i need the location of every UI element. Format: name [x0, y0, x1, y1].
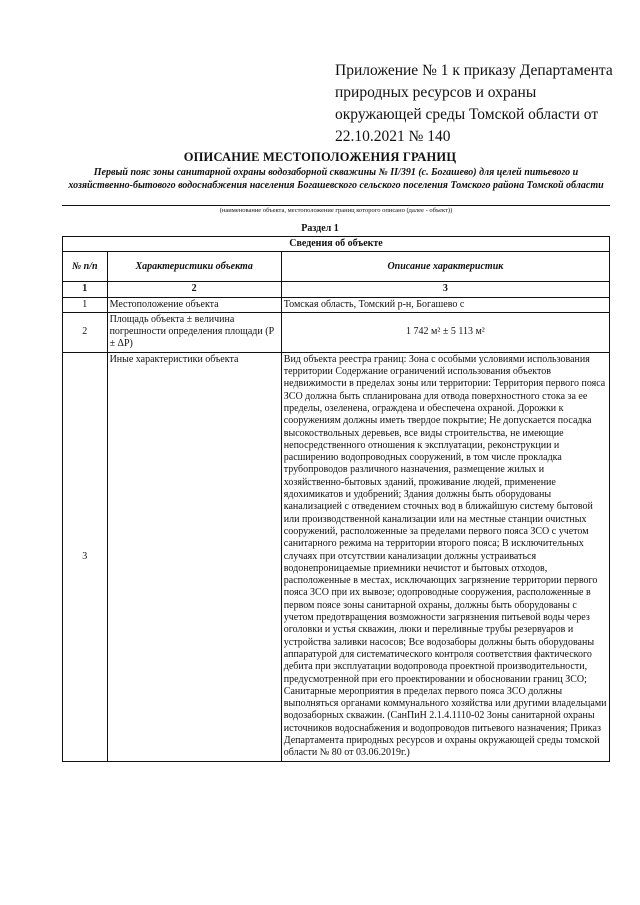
table-row — [63, 297, 610, 312]
row-description: 1 742 м² ± 5 113 м² — [281, 312, 609, 352]
header-number: № п/п — [63, 252, 108, 282]
row-characteristic: Иные характеристики объекта — [107, 352, 281, 761]
underline-divider — [62, 205, 610, 206]
row-description: Вид объекта реестра границ: Зона с особыми условиями использования территории Содержание ограничений использования объектов недвижимости в пределах зоны или территории: Территория первого пояса ЗСО должна быть спланирована для отвода поверхностного стока за ее пределы, озеленена, ограждена и обеспечена охраной. Дорожки к сооружениям должны иметь твердое покрытие; Не допускается посадка высокоствольных деревьев, все виды строительства, не имеющие непосредственного отношения к эксплуатации, реконструкции и расширению водопроводных сооружений, в том числе прокладка трубопроводов различного назначения, размещение жилых и хозяйственно-бытовых зданий, проживание людей, применение ядохимикатов и удобрений; Здания должны быть оборудованы канализацией с отведением сточных вод в ближайшую систему бытовой или производственной канализации или на местные станции очистных сооружений, расположенные за пределами первого пояса ЗСО с учетом санитарного режима на территории второго пояса; В исключительных случаях при отсутствии канализации должны устраиваться водонепроницаемые приемники нечистот и бытовых отходов, расположенные в местах, исключающих загрязнение территории первого пояса ЗСО при их вывозе; одопроводные сооружения, расположенные в первом поясе зоны санитарной охраны, должны быть оборудованы с учетом предотвращения возможности загрязнения питьевой воды через оголовки и устья скважин, люки и переливные трубы резервуаров и устройства заливки насосов; Все водозаборы должны быть оборудованы аппаратурой для систематического контроля соответствия фактического дебита при эксплуатации водопровода проектной производительности, предусмотренной при его проектировании и обосновании границ ЗСО; Санитарные мероприятия в пределах первого пояса ЗСО должны выполняться органами коммунального хозяйства или другими владельцами водозаборных скважин. (СанПиН 2.1.4.1110-02 Зоны санитарной охраны источников водоснабжения и водопроводов питьевого назначения; Приказ Департамента природных ресурсов и охраны окружающей среды томской области № 80 от 03.06.2019г.) — [281, 352, 609, 761]
column-number-2: 2 — [107, 282, 281, 297]
column-number-3: 3 — [281, 282, 609, 297]
column-number-1: 1 — [63, 282, 108, 297]
row-description: Томская область, Томский р-н, Богашево с — [281, 297, 609, 312]
row-number: 3 — [63, 352, 108, 761]
table-row — [63, 352, 610, 761]
row-number: 1 — [63, 297, 108, 312]
row-characteristic: Местоположение объекта — [107, 297, 281, 312]
table-caption: Сведения об объекте — [63, 237, 610, 252]
header-characteristic: Характеристики объекта — [107, 252, 281, 282]
object-info-table — [62, 236, 610, 762]
document-title: ОПИСАНИЕ МЕСТОПОЛОЖЕНИЯ ГРАНИЦ — [183, 150, 457, 164]
section-title: Раздел 1 — [301, 223, 339, 234]
annex-heading: Приложение № 1 к приказу Департамента природных ресурсов и охраны окружающей среды Томской области от 22.10.2021 № 140 — [335, 62, 613, 145]
header-description: Описание характеристик — [281, 252, 609, 282]
row-number: 2 — [63, 312, 108, 352]
object-description: Первый пояс зоны санитарной охраны водозаборной скважины № II/391 (с. Богашево) для целей питьевого и хозяйственно-бытового водоснабжения населения Богашевского сельского поселения Томского района Томской области — [68, 167, 604, 191]
table-row — [63, 312, 610, 352]
row-characteristic: Площадь объекта ± величина погрешности определения площади (P ± ΔP) — [107, 312, 281, 352]
object-caption: (наименование объекта, местоположение границ которого описано (далее - объект)) — [219, 207, 453, 214]
